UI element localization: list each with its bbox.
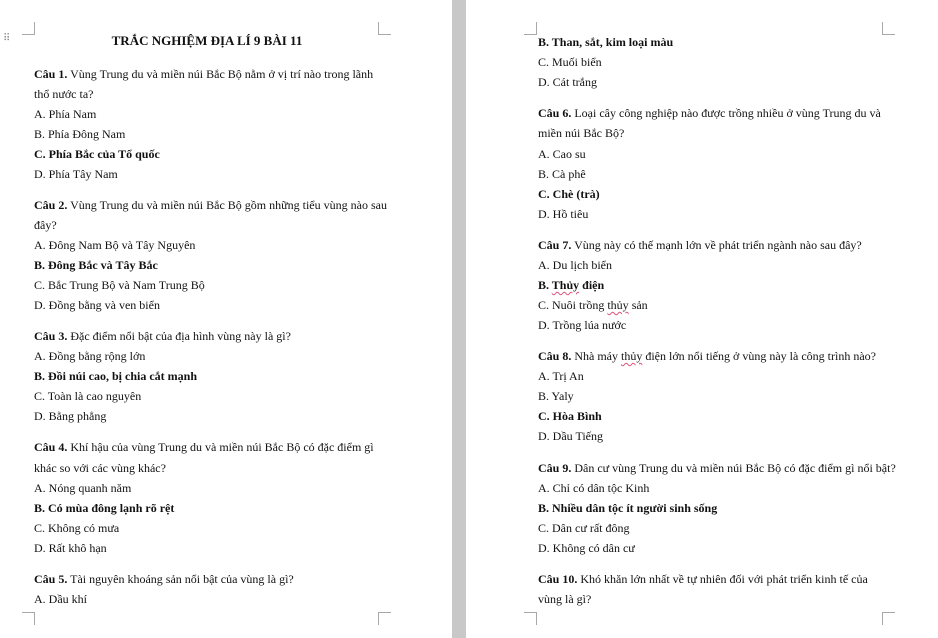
- question-number: Câu 9.: [538, 461, 572, 475]
- answer-option[interactable]: C. Muối biển: [538, 55, 602, 69]
- option-suffix: sản: [628, 298, 648, 312]
- question-2[interactable]: [34, 197, 387, 213]
- answer-option[interactable]: D. Hồ tiêu: [538, 207, 589, 221]
- answer-option[interactable]: A. Chỉ có dân tộc Kinh: [538, 481, 650, 495]
- page-gap: [452, 0, 466, 638]
- answer-option[interactable]: A. Cao su: [538, 147, 586, 161]
- question-text: Tài nguyên khoáng sản nổi bật của vùng là gì?: [67, 572, 294, 586]
- answer-option[interactable]: B. Yaly: [538, 389, 574, 403]
- question-text: Dân cư vùng Trung du và miền núi Bắc Bộ có đặc điểm gì nổi bật?: [571, 461, 896, 475]
- question-text: Loại cây công nghiệp nào được trồng nhiều ở vùng Trung du và: [571, 106, 881, 120]
- answer-option[interactable]: B. Phía Đông Nam: [34, 127, 126, 141]
- question-9[interactable]: [538, 460, 896, 476]
- answer-option[interactable]: A. Dầu khí: [34, 592, 87, 606]
- answer-option[interactable]: A. Nóng quanh năm: [34, 481, 132, 495]
- question-number: Câu 10.: [538, 572, 578, 586]
- page-corner-mark: [882, 612, 895, 625]
- answer-option-correct[interactable]: B. Có mùa đông lạnh rõ rệt: [34, 501, 175, 515]
- page-corner-mark: [22, 612, 35, 625]
- answer-option[interactable]: A. Du lịch biển: [538, 258, 612, 272]
- question-text: Đặc điểm nổi bật của địa hình vùng này là gì?: [67, 329, 291, 343]
- answer-option-correct[interactable]: [538, 277, 604, 293]
- question-text-cont[interactable]: thổ nước ta?: [34, 87, 94, 101]
- answer-option-correct[interactable]: B. Nhiều dân tộc ít người sinh sống: [538, 501, 718, 515]
- question-text-cont[interactable]: vùng là gì?: [538, 592, 592, 606]
- option-suffix: điện: [579, 278, 605, 292]
- answer-option[interactable]: A. Đông Nam Bộ và Tây Nguyên: [34, 238, 196, 252]
- question-text-cont[interactable]: khác so với các vùng khác?: [34, 461, 166, 475]
- spellcheck-word[interactable]: thủy: [621, 349, 643, 363]
- question-text: Khí hậu của vùng Trung du và miền núi Bắc Bộ có đặc điểm gì: [67, 440, 374, 454]
- question-text: điện lớn nổi tiếng ở vùng này là công trình nào?: [642, 349, 876, 363]
- option-prefix: C. Nuôi trồng: [538, 298, 608, 312]
- question-text: Vùng này có thế mạnh lớn về phát triển ngành nào sau đây?: [571, 238, 862, 252]
- question-8[interactable]: [538, 348, 876, 364]
- question-5[interactable]: [34, 571, 294, 587]
- document-page-right[interactable]: [466, 0, 938, 638]
- spellcheck-word[interactable]: Thủy: [551, 278, 580, 292]
- question-text: Khó khăn lớn nhất về tự nhiên đối với phát triển kinh tế của: [577, 572, 868, 586]
- answer-option-correct[interactable]: B. Đông Bắc và Tây Bắc: [34, 258, 158, 272]
- answer-option[interactable]: D. Không có dân cư: [538, 541, 635, 555]
- answer-option[interactable]: D. Phía Tây Nam: [34, 167, 118, 181]
- answer-option[interactable]: D. Bằng phẳng: [34, 409, 107, 423]
- answer-option[interactable]: C. Không có mưa: [34, 521, 120, 535]
- answer-option-correct[interactable]: C. Hòa Bình: [538, 409, 602, 423]
- page-corner-mark: [378, 612, 391, 625]
- question-1[interactable]: [34, 66, 373, 82]
- question-text-cont[interactable]: miền núi Bắc Bộ?: [538, 126, 625, 140]
- question-number: Câu 1.: [34, 67, 68, 81]
- answer-option[interactable]: B. Cà phê: [538, 167, 586, 181]
- answer-option[interactable]: C. Bắc Trung Bộ và Nam Trung Bộ: [34, 278, 205, 292]
- spellcheck-word[interactable]: thủy: [607, 298, 629, 312]
- answer-option[interactable]: D. Cát trắng: [538, 75, 597, 89]
- question-number: Câu 4.: [34, 440, 68, 454]
- question-number: Câu 5.: [34, 572, 68, 586]
- question-6[interactable]: [538, 105, 881, 121]
- page-corner-mark: [524, 612, 537, 625]
- option-prefix: B.: [538, 278, 552, 292]
- document-page-left[interactable]: [0, 0, 452, 638]
- question-10[interactable]: [538, 571, 868, 587]
- question-4[interactable]: [34, 439, 374, 455]
- answer-option[interactable]: C. Dân cư rất đông: [538, 521, 630, 535]
- page-corner-mark: [882, 22, 895, 35]
- question-number: Câu 7.: [538, 238, 572, 252]
- answer-option[interactable]: [538, 297, 648, 313]
- page-corner-mark: [524, 22, 537, 35]
- answer-option[interactable]: C. Toàn là cao nguyên: [34, 389, 142, 403]
- question-7[interactable]: [538, 237, 862, 253]
- question-number: Câu 6.: [538, 106, 572, 120]
- answer-option[interactable]: A. Phía Nam: [34, 107, 97, 121]
- question-number: Câu 3.: [34, 329, 68, 343]
- answer-option[interactable]: D. Đồng bằng và ven biển: [34, 298, 160, 312]
- drag-handle-icon[interactable]: ⠿: [3, 33, 10, 44]
- answer-option[interactable]: D. Rất khô hạn: [34, 541, 107, 555]
- question-text: Vùng Trung du và miền núi Bắc Bộ nằm ở vị trí nào trong lãnh: [67, 67, 374, 81]
- question-3[interactable]: [34, 328, 291, 344]
- answer-option[interactable]: D. Trồng lúa nước: [538, 318, 627, 332]
- answer-option-correct[interactable]: C. Phía Bắc của Tổ quốc: [34, 147, 160, 161]
- answer-option-correct[interactable]: C. Chè (trà): [538, 187, 600, 201]
- answer-option-correct[interactable]: B. Than, sắt, kim loại màu: [538, 35, 674, 49]
- question-text-cont[interactable]: đây?: [34, 218, 57, 232]
- answer-option[interactable]: A. Trị An: [538, 369, 584, 383]
- question-number: Câu 2.: [34, 198, 68, 212]
- question-text: Nhà máy: [571, 349, 621, 363]
- answer-option[interactable]: A. Đồng bằng rộng lớn: [34, 349, 146, 363]
- question-text: Vùng Trung du và miền núi Bắc Bộ gồm những tiểu vùng nào sau: [67, 198, 387, 212]
- answer-option[interactable]: D. Dầu Tiếng: [538, 429, 604, 443]
- document-title: TRẮC NGHIỆM ĐỊA LÍ 9 BÀI 11: [111, 33, 303, 48]
- answer-option-correct[interactable]: B. Đồi núi cao, bị chia cắt mạnh: [34, 369, 198, 383]
- question-number: Câu 8.: [538, 349, 572, 363]
